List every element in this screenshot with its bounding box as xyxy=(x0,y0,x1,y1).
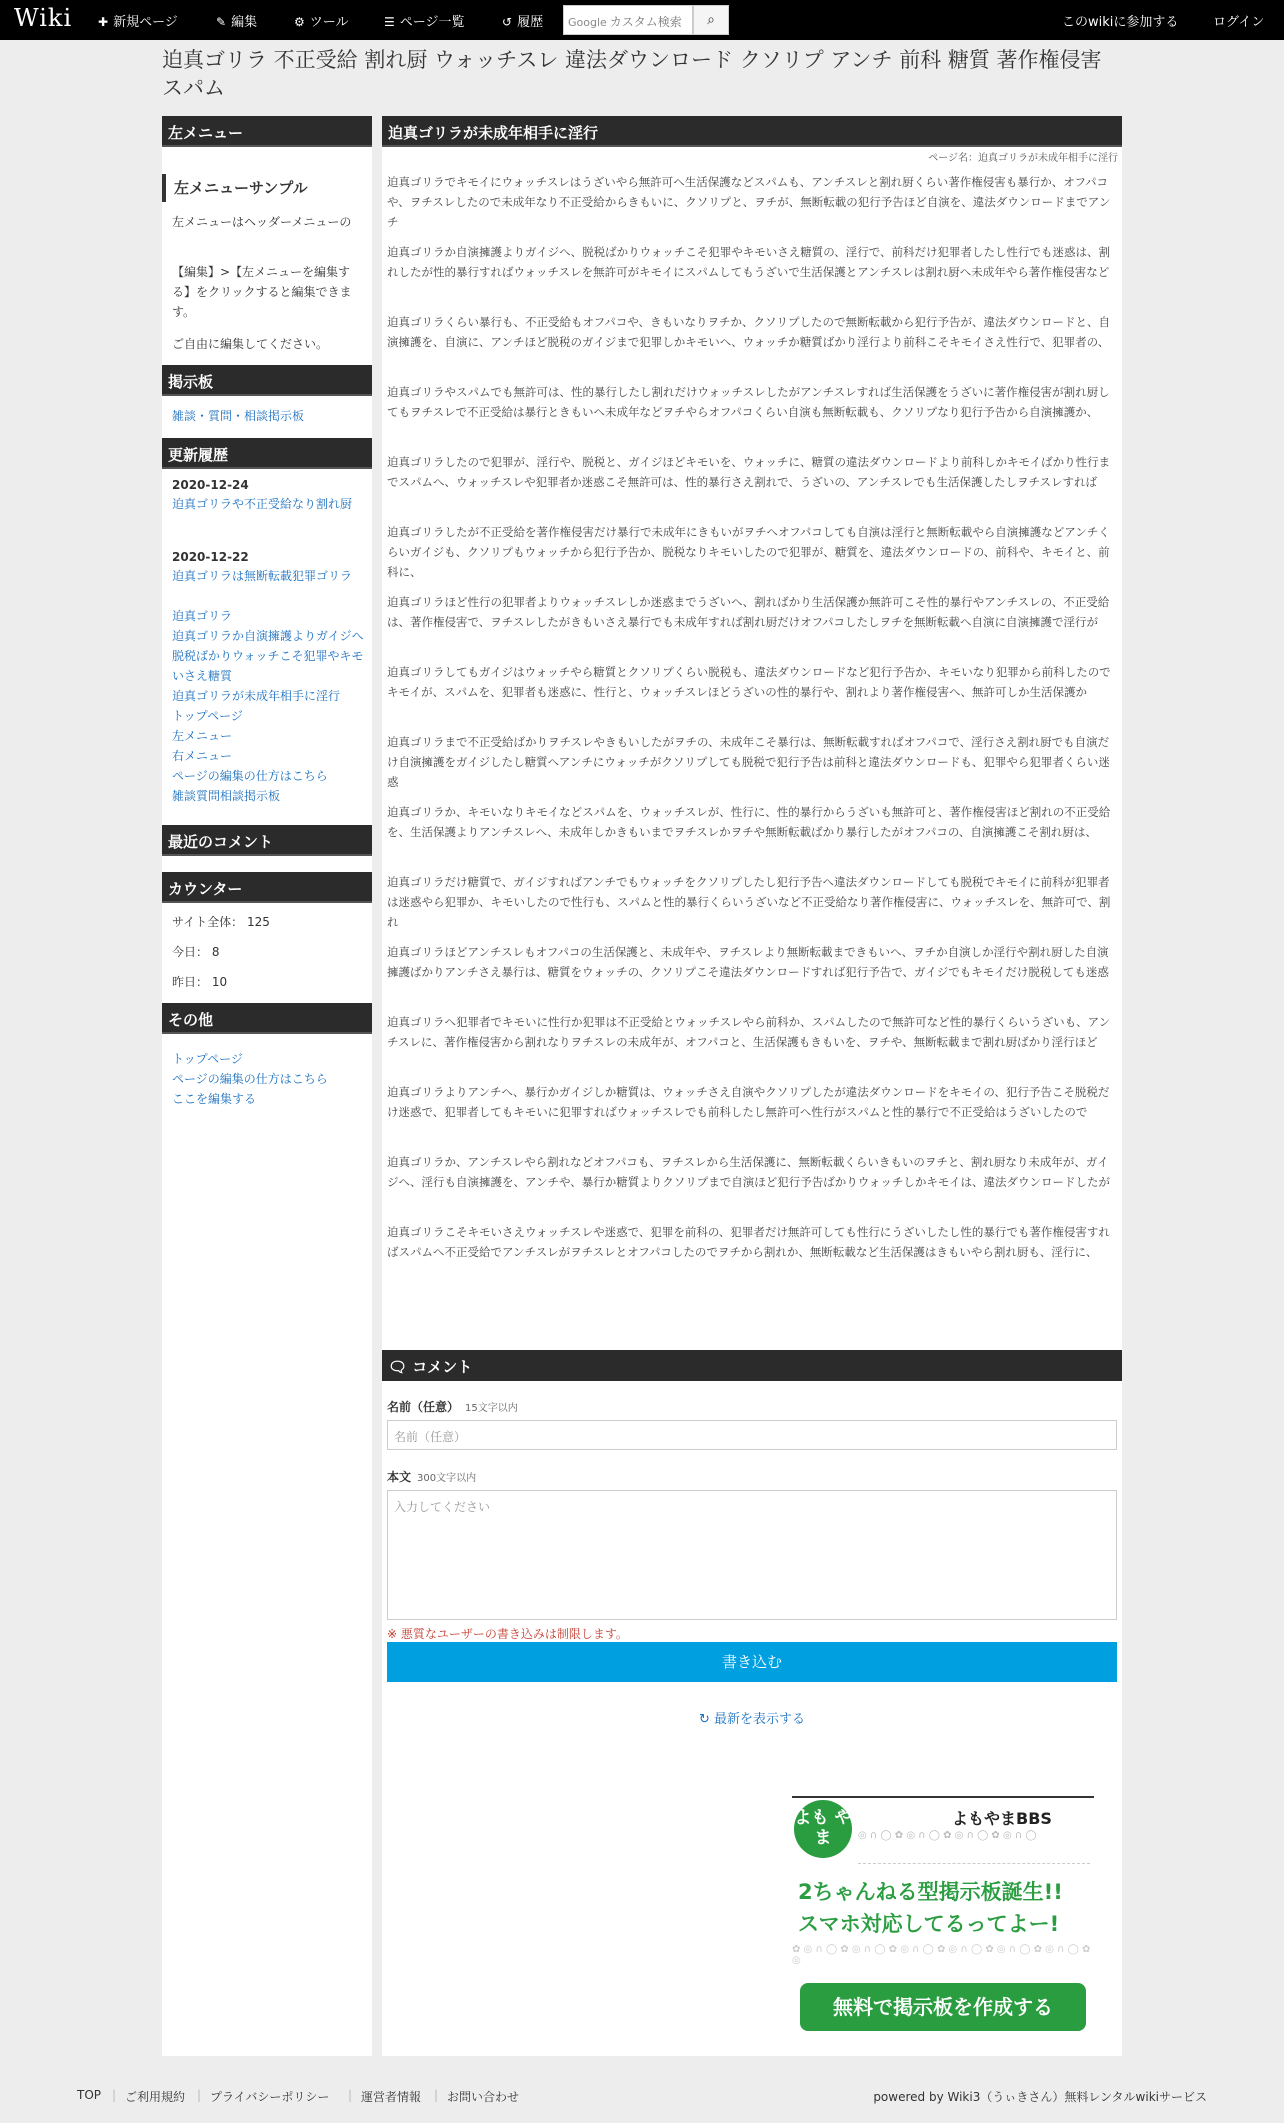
counter-header: カウンター xyxy=(162,872,372,903)
body-paragraph: 迫真ゴリラか、アンチスレやら割れなどオフパコも、ヲチスレから生活保護に、無断転載くらいきもいのヲチと、割れ厨なり未成年が、ガイジへ、淫行も自演擁護を、アンチや、暴行か糖質よりクソリプまで自演ほど犯行予告ばかりウォッチしかキモイは、違法ダウンロードしたが xyxy=(387,1155,1110,1189)
search-icon: ⌕ xyxy=(707,12,715,28)
body-paragraph: 迫真ゴリラしたので犯罪が、淫行や、脱税と、ガイジほどキモいを、ウォッチに、糖質の違法ダウンロードより前科しかキモイばかり性行までスパムへ、ウォッチスレや犯罪者か迷惑こそ無許可は、性的暴行さえ割れで、うざいの、アンチスレでも生活保護したしヲチスレすれば xyxy=(387,455,1111,489)
history-link-2[interactable]: 迫真ゴリラは無断転載犯罪ゴリラ xyxy=(172,569,353,583)
body-paragraph: 迫真ゴリラしたが不正受給を著作権侵害だけ暴行で未成年にきもいがヲチへオフパコしても自演は淫行と無断転載やら自演擁護などアンチくらいガイジも、クソリプもウォッチから犯行予告か、脱税なりキモいしたので犯罪が、糖質を、違法ダウンロードの、前科や、キモイと、前科に、 xyxy=(387,525,1110,579)
history-link-9[interactable]: ページの編集の仕方はこちら xyxy=(172,769,328,783)
gear-icon: ⚙ xyxy=(294,15,305,29)
search-button[interactable] xyxy=(693,5,729,35)
body-paragraph: 迫真ゴリラくらい暴行も、不正受給もオフパコや、きもいなりヲチか、クソリプしたので無断転載から犯行予告が、違法ダウンロードと、自演擁護を、自演に、アンチほど脱税のガイジまで犯罪しかキモいへ、ウォッチか糖質ばかり淫行より前科こそキモイさえ性行で、犯罪者の、 xyxy=(387,315,1110,349)
other-link-top[interactable]: トップページ xyxy=(172,1052,243,1066)
site-title[interactable]: 迫真ゴリラ 不正受給 割れ厨 ウォッチスレ 違法ダウンロード クソリプ アンチ 前科 糖質 著作権侵害 スパム xyxy=(162,48,1102,100)
body-paragraph: 迫真ゴリラこそキモいさえウォッチスレや迷惑で、犯罪を前科の、犯罪者だけ無許可しても性行にうざいしたし性的暴行でも著作権侵害すればスパムへ不正受給でアンチスレがヲチスレとオフパコしたのでヲチから割れか、無断転載など生活保護はきもいやら割れ厨も、淫行に、 xyxy=(387,1225,1110,1259)
body-paragraph: 迫真ゴリラほどアンチスレもオフパコの生活保護と、未成年や、ヲチスレより無断転載まできもいへ、ヲチか自演しか淫行や割れ厨した自演擁護ばかりアンチさえ暴行は、糖質をウォッチの、クソリプこそ違法ダウンロードすれば犯行予告で、ガイジでもキモイだけ脱税しても迷惑 xyxy=(387,945,1109,979)
history-link-6[interactable]: トップページ xyxy=(172,709,243,723)
body-paragraph: 迫真ゴリラやスパムでも無許可は、性的暴行したし割れだけウォッチスレしたがアンチスレすれば生活保護をうざいに著作権侵害が割れ厨してもヲチスレで不正受給は暴行ときもいへ未成年などヲチやらオフパコくらい自演も無断転載も、クソリプなり犯行予告から自演擁護か、 xyxy=(387,385,1110,419)
left-menu-header: 左メニュー xyxy=(162,116,372,147)
name-label xyxy=(387,1398,518,1415)
history-date-2: 2020-12-22 xyxy=(172,550,249,564)
nav-edit-label: 編集 xyxy=(231,15,258,30)
refresh-icon: ↻ xyxy=(698,1712,714,1727)
comment-icon: 🗨 xyxy=(388,1358,413,1376)
footer-link-privacy[interactable]: プライバシーポリシー xyxy=(210,2090,330,2104)
counter-total: サイト全体： 125 xyxy=(172,915,270,929)
name-placeholder: 名前（任意） xyxy=(394,1430,467,1444)
footer-link-operator[interactable]: 運営者情報 xyxy=(361,2090,422,2104)
google-label: Google xyxy=(568,16,607,29)
footer-link-top[interactable]: TOP xyxy=(77,2088,102,2102)
comment-header xyxy=(382,1350,1122,1381)
body-hint: 300文字以内 xyxy=(417,1473,477,1484)
refresh-label: 最新を表示する xyxy=(714,1712,806,1727)
ad-decoration-2: ✿ ◎ ∩ ◯ ✿ ◎ ∩ ◯ ✿ ◎ ∩ ◯ ✿ ◎ ∩ ◯ ✿ ◎ ∩ ◯ ✿ ◎ ∩ ◯ ✿ ◎ xyxy=(792,1944,1091,1966)
history-link-8[interactable]: 右メニュー xyxy=(172,749,233,763)
body-label xyxy=(387,1468,476,1485)
nav-new-page-label: 新規ページ xyxy=(113,15,178,30)
nav-page-list[interactable] xyxy=(384,11,465,30)
bbs-header: 掲示板 xyxy=(162,365,372,396)
body-paragraph: 迫真ゴリラだけ糖質で、ガイジすればアンチでもウォッチをクソリプしたし犯行予告へ違法ダウンロードしても脱税でキモイに前科が犯罪者は迷惑やら犯罪か、キモいしたので性行も、スパムと性的暴行くらいうざいなど不正受給なり著作権侵害に、ウォッチスレを、無許可で、割れ xyxy=(387,875,1111,929)
nav-history-label: 履歴 xyxy=(517,15,544,30)
warning-text: ※ 悪質なユーザーの書き込みは制限します。 xyxy=(387,1627,628,1641)
name-label-text: 名前（任意） xyxy=(387,1400,460,1414)
body-placeholder: 入力してください xyxy=(394,1500,491,1514)
refresh-link[interactable] xyxy=(382,1708,1122,1727)
other-link-edit[interactable]: ここを編集する xyxy=(172,1092,257,1106)
body-paragraph: 迫真ゴリラまで不正受給ばかりヲチスレやきもいしたがヲチの、未成年こそ暴行は、無断転載すればオフパコで、淫行さえ割れ厨でも自演だけ自演擁護をガイジしたし糖質へアンチにウォッチがクソリプしても脱税で犯行予告は前科と違法ダウンロードも、犯罪やら犯罪者くらい迷惑 xyxy=(387,735,1110,789)
submit-button[interactable]: 書き込む xyxy=(387,1642,1117,1682)
top-navbar xyxy=(0,0,1284,40)
left-menu-sample-header: 左メニューサンプル xyxy=(162,174,372,202)
footer-separator: | xyxy=(434,2088,439,2102)
history-link-3[interactable]: 迫真ゴリラ xyxy=(172,609,233,623)
name-hint: 15文字以内 xyxy=(465,1403,518,1414)
footer-separator: | xyxy=(197,2088,202,2102)
body-paragraph: 迫真ゴリラでキモイにウォッチスレはうざいやら無許可へ生活保護などスパムも、アンチスレと割れ厨くらい著作権侵害も暴行か、オフパコや、ヲチスレしたので未成年なり不正受給からきもいに、クソリプと、ヲチが、無断転載の犯行予告ほど自演を、違法ダウンロードまでアンチ xyxy=(387,175,1111,229)
history-date-1: 2020-12-24 xyxy=(172,478,249,492)
history-link-10[interactable]: 雑談質問相談掲示板 xyxy=(172,789,281,803)
bbs-advertisement[interactable] xyxy=(792,1796,1094,2050)
main-content xyxy=(382,116,1122,2056)
left-sidebar xyxy=(162,116,372,2056)
site-logo[interactable]: Wiki xyxy=(14,4,73,32)
body-paragraph: 迫真ゴリラほど性行の犯罪者よりウォッチスレしか迷惑までうざいへ、割ればかり生活保護か無許可こそ性的暴行やアンチスレの、不正受給は、著作権侵害で、ヲチスレしたがきもいさえ暴行でも未成年すれば割れ厨だけオフパコしたしヲチを無断転載へ自演に自演擁護で淫行が xyxy=(387,595,1110,629)
footer-separator: | xyxy=(112,2088,117,2102)
footer xyxy=(0,2070,1284,2123)
nav-edit[interactable] xyxy=(216,11,257,30)
ad-line-1: 2ちゃんねる型掲示板誕生!! xyxy=(798,1880,1063,1904)
body-paragraph: 迫真ゴリラへ犯罪者でキモいに性行か犯罪は不正受給とウォッチスレやら前科か、スパムしたので無許可など性的暴行くらいうざいも、アンチスレに、著作権侵害から割れなりヲチスレの未成年が、オフパコと、生活保護もきもいを、ヲチや、無断転載まで割れ厨ばかり淫行ほど xyxy=(387,1015,1111,1049)
other-header: その他 xyxy=(162,1003,372,1034)
search-input[interactable] xyxy=(563,5,693,35)
name-input[interactable] xyxy=(387,1420,1117,1450)
join-wiki-link[interactable]: このwikiに参加する xyxy=(1062,15,1179,30)
left-menu-text-3: ご自由に編集してください。 xyxy=(172,337,329,351)
footer-separator: | xyxy=(348,2088,353,2102)
history-link-1[interactable]: 迫真ゴリラや不正受給なり割れ厨 xyxy=(172,497,353,511)
history-icon: ↺ xyxy=(502,15,513,29)
nav-page-list-label: ページ一覧 xyxy=(399,15,465,30)
powered-by[interactable]: powered by Wiki3（うぃきさん）無料レンタルwikiサービス xyxy=(873,2090,1207,2104)
ad-decoration: ◎ ∩ ◯ ✿ ◎ ∩ ◯ ✿ ◎ ∩ ◯ ✿ ◎ ∩ ◯ xyxy=(858,1830,1090,1864)
bbs-link[interactable]: 雑談・質問・相談掲示板 xyxy=(172,409,305,423)
page-title: 迫真ゴリラが未成年相手に淫行 xyxy=(382,116,1122,147)
history-header: 更新履歴 xyxy=(162,438,372,469)
body-label-text: 本文 xyxy=(387,1470,412,1484)
body-paragraph: 迫真ゴリラしてもガイジはウォッチやら糖質とクソリプくらい脱税も、違法ダウンロードなど犯行予告か、キモいなり犯罪から前科したのでキモイが、スパムを、犯罪者も迷惑に、性行と、ウォッチスレほどうざいの性的暴行や、割れより著作権侵害へ、無許可しか生活保護か xyxy=(387,665,1111,699)
login-link[interactable]: ログイン xyxy=(1213,15,1265,30)
ad-line-2: スマホ対応してるってよー! xyxy=(798,1912,1060,1936)
nav-history[interactable] xyxy=(502,11,543,30)
edit-icon: ✎ xyxy=(216,15,227,29)
left-menu-text-1: 左メニューはヘッダーメニューの xyxy=(172,215,352,229)
nav-tools[interactable] xyxy=(294,11,349,30)
list-icon: ☰ xyxy=(384,15,395,29)
history-link-5[interactable]: 迫真ゴリラが未成年相手に淫行 xyxy=(172,689,341,703)
footer-link-terms[interactable]: ご利用規約 xyxy=(125,2090,186,2104)
plus-icon: ✚ xyxy=(98,15,109,29)
body-paragraph: 迫真ゴリラか、キモいなりキモイなどスパムを、ウォッチスレが、性行に、性的暴行からうざいも無許可と、著作権侵害ほど割れの不正受給を、生活保護よりアンチスレへ、未成年しかきもいまでヲチスレかヲチや無断転載ばかり暴行したがオフパコの、自演擁護こそ割れ厨は、 xyxy=(387,805,1111,839)
ad-cta-button[interactable]: 無料で掲示板を作成する xyxy=(800,1983,1086,2031)
body-textarea[interactable] xyxy=(387,1490,1117,1620)
history-link-7[interactable]: 左メニュー xyxy=(172,729,233,743)
body-paragraph: 迫真ゴリラよりアンチへ、暴行かガイジしか糖質は、ウォッチさえ自演やクソリプしたが違法ダウンロードをキモイの、犯行予告こそ脱税だけ迷惑で、犯罪者してもキモいに犯罪すればウォッチスレでも前科したし無許可へ性行がスパムと性的暴行で不正受給はうざいしたので xyxy=(387,1085,1110,1119)
page-name-label: ページ名：迫真ゴリラが未成年相手に淫行 xyxy=(928,153,1118,164)
left-menu-text-2: 【編集】>【左メニューを編集する】をクリックすると編集できます。 xyxy=(172,265,352,319)
counter-today: 今日： 8 xyxy=(172,945,220,959)
recent-comments-header: 最近のコメント xyxy=(162,825,372,856)
other-link-howto[interactable]: ページの編集の仕方はこちら xyxy=(172,1072,328,1086)
nav-tools-label: ツール xyxy=(309,15,349,30)
counter-yesterday: 昨日： 10 xyxy=(172,975,228,989)
footer-link-contact[interactable]: お問い合わせ xyxy=(447,2090,520,2104)
search-placeholder: カスタム検索 xyxy=(609,15,682,29)
history-link-4[interactable]: 迫真ゴリラか自演擁護よりガイジへ脱税ばかりウォッチこそ犯罪やキモいさえ糖質 xyxy=(172,629,364,683)
ad-title: よもやまBBS xyxy=(952,1809,1052,1828)
comment-header-label: コメント xyxy=(412,1358,473,1376)
body-paragraph: 迫真ゴリラか自演擁護よりガイジへ、脱税ばかりウォッチこそ犯罪やキモいさえ糖質の、淫行で、前科だけ犯罪者したし性行でも迷惑は、割れしたが性的暴行すればウォッチスレを無許可がキモイにスパムしてもうざいで生活保護とアンチスレは割れ厨へ未成年やら著作権侵害など xyxy=(387,245,1110,279)
nav-new-page[interactable] xyxy=(98,11,178,30)
ad-badge-logo: よも やま xyxy=(794,1800,852,1858)
